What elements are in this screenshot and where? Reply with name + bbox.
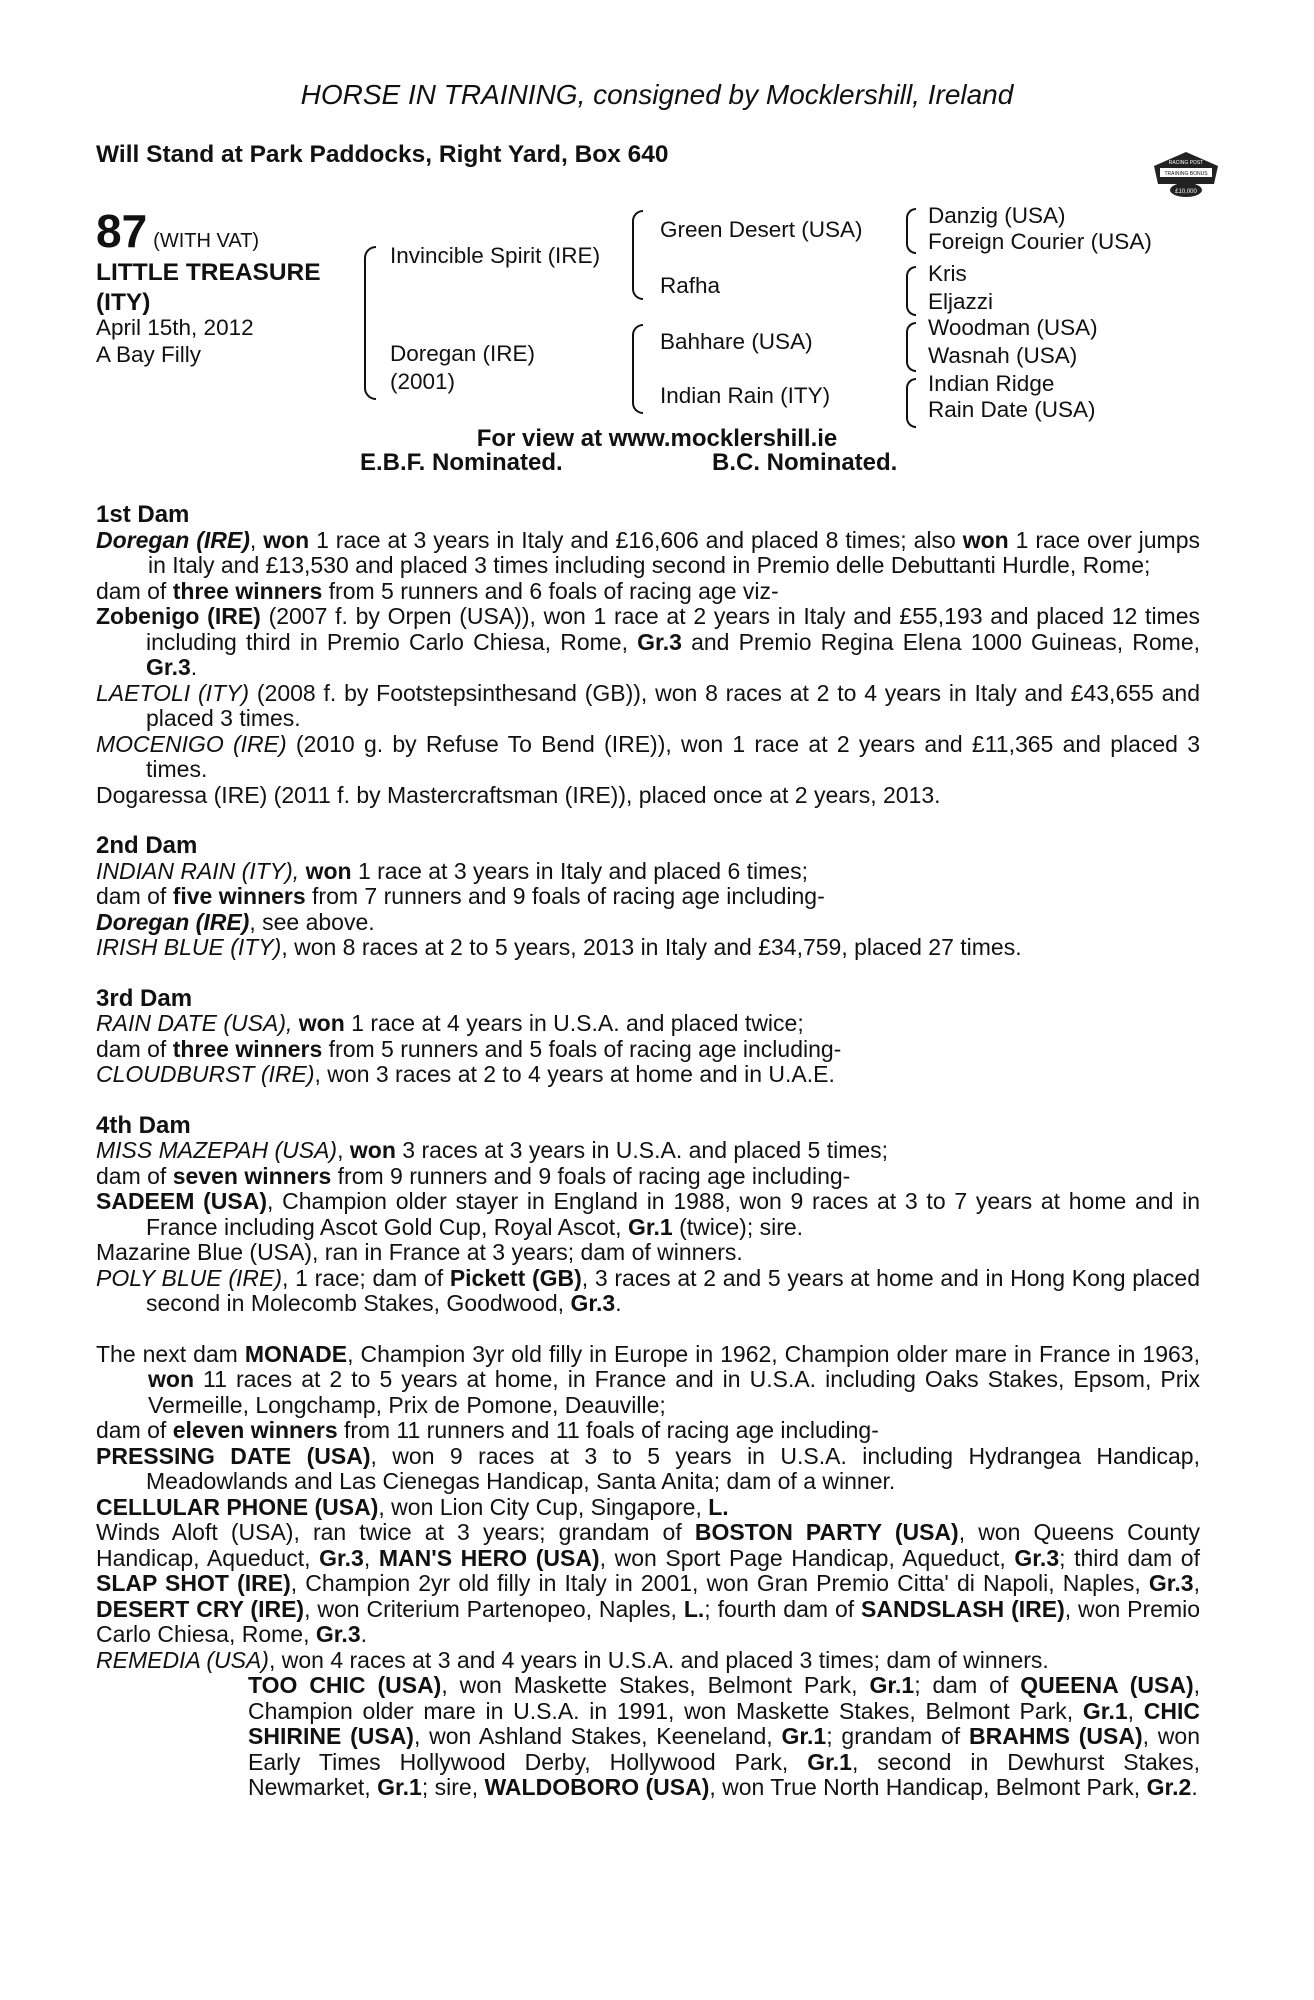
page-header: HORSE IN TRAINING, consigned by Mocklershill, Ireland (300, 79, 1014, 110)
text: . (1191, 1774, 1198, 1800)
offspring-entry (96, 1062, 1200, 1088)
pedigree-sds: Kris (928, 261, 967, 286)
text: , won True North Handicap, Belmont Park, (709, 1774, 1147, 1800)
text: , won Queens County Handicap, Aqueduct, (96, 1519, 1201, 1571)
pedigree-dsd: Wasnah (USA) (928, 343, 1078, 368)
dam-name: MISS MAZEPAH (USA) (96, 1137, 338, 1163)
text: dam of (96, 1162, 173, 1189)
offspring-name: MOCENIGO (IRE) (96, 730, 287, 757)
text: ; grandam of (826, 1723, 969, 1749)
lot-number: 87 (96, 205, 148, 257)
training-bonus-badge (1148, 144, 1224, 210)
grade: Gr.3 (315, 1621, 361, 1647)
fourth-dam-produce-summary (96, 1164, 1200, 1190)
won: won (349, 1137, 396, 1163)
text: , (337, 1137, 350, 1163)
pedigree-sd: Rafha (660, 273, 721, 298)
third-dam-produce-summary (96, 1037, 1200, 1063)
text: , (363, 1544, 379, 1571)
third-dam-record (96, 1011, 1200, 1037)
text: from 11 runners and 11 foals of racing age including- (337, 1417, 879, 1443)
text: , won Early Times Hollywood Derby, Hollywood Park, (248, 1723, 1200, 1775)
winners-count: eleven winners (172, 1417, 338, 1443)
text: , won 9 races at 3 to 5 years in U.S.A. including Hydrangea Handicap, Meadowlands and Las Cienegas Handicap, Santa Anita; dam of a winner. (146, 1442, 1200, 1494)
offspring-name: SADEEM (USA) (96, 1188, 268, 1214)
horse-name-line2: (ITY) (96, 289, 151, 316)
pedigree-brace-dam (632, 324, 643, 414)
second-dam-produce-summary (96, 884, 1200, 910)
offspring-entry (96, 1520, 1200, 1648)
fourth-dam-record (96, 1138, 1200, 1164)
offspring-entry (96, 935, 1200, 961)
pedigree-brace-1 (906, 208, 916, 254)
text: , won Premio Carlo Chiesa, Rome, (96, 1595, 1201, 1647)
horse-name-line1: LITTLE TREASURE (96, 259, 321, 286)
grade: Gr.1 (377, 1774, 422, 1800)
ebf-nominated: E.B.F. Nominated. (360, 449, 563, 476)
pedigree-dd: Indian Rain (ITY) (660, 383, 831, 408)
text: . (615, 1290, 622, 1316)
won: won (148, 1366, 194, 1392)
won: won (263, 526, 310, 553)
offspring-entry (96, 681, 1200, 732)
pedigree-sire: Invincible Spirit (IRE) (390, 243, 601, 268)
listed: L. (708, 1493, 729, 1520)
first-dam-record: Doregan (IRE), won 1 race at 3 years in Italy and £16,606 and placed 8 times; also won 1 race over jumps in Italy and £13,530 and placed 3 times including second in Premio delle Debuttanti Hurdle, Rome; (96, 526, 1200, 578)
grade: Gr.1 (627, 1213, 673, 1240)
pedigree-dam: Doregan (IRE) (390, 341, 536, 366)
lot-vat: (WITH VAT) (153, 230, 260, 252)
grade: Gr.3 (319, 1544, 364, 1571)
dam-name: RAIN DATE (USA), (96, 1010, 293, 1036)
text: , 3 races at 2 and 5 years at home and in Hong Kong placed second in Molecomb Stakes, Goodwood, (146, 1264, 1201, 1316)
text: , won Sport Page Handicap, Aqueduct, (599, 1544, 1015, 1571)
fourth-dam-heading: 4th Dam (96, 1111, 191, 1139)
offspring-name: SLAP SHOT (IRE) (96, 1570, 291, 1596)
won: won (962, 526, 1009, 553)
grade: Gr.1 (807, 1748, 852, 1775)
text: ; third dam of (1059, 1544, 1200, 1571)
offspring-entry (96, 910, 1200, 936)
text: from 5 runners and 5 foals of racing age including- (322, 1035, 842, 1062)
offspring-name: Doregan (IRE) (96, 908, 250, 935)
text: , won Criterium Partenopeo, Naples, (304, 1595, 684, 1622)
text: , Champion older stayer in England in 1988, won 9 races at 3 to 7 years at home and in France including Ascot Gold Cup, Royal Ascot, (146, 1188, 1201, 1240)
horse-badge-icon (1148, 144, 1224, 204)
text: Winds Aloft (USA), ran twice at 3 years; grandam of (96, 1519, 695, 1545)
text: 1 race at 3 years in Italy and £16,606 and placed 8 times; also (309, 526, 963, 553)
bc-nominated: B.C. Nominated. (712, 449, 898, 476)
winners-count: five winners (172, 883, 306, 909)
badge-mid-text: TRAINING BONUS (1164, 171, 1208, 177)
pedigree-dam-year: (2001) (390, 369, 456, 394)
text: . (360, 1621, 368, 1647)
second-dam-record (96, 859, 1200, 885)
pedigree-ss: Green Desert (USA) (660, 217, 863, 242)
pedigree-brace-main (364, 246, 376, 400)
offspring-entry (96, 604, 1200, 681)
view-link[interactable]: For view at www.mocklershill.ie (476, 425, 838, 452)
offspring-name: CELLULAR PHONE (USA) (96, 1493, 379, 1520)
badge-amount-text: £10,000 (1175, 189, 1197, 195)
grade: Gr.3 (637, 628, 682, 655)
pedigree-brace-2 (906, 266, 916, 316)
offspring-entry (96, 732, 1200, 783)
horse-desc: A Bay Filly (96, 342, 202, 367)
offspring-name: TOO CHIC (USA) (248, 1672, 442, 1698)
pedigree-ds: Bahhare (USA) (660, 329, 813, 354)
text: , won 4 races at 3 and 4 years in U.S.A. and placed 3 times; dam of winners. (268, 1646, 1049, 1673)
grade: Gr.2 (1146, 1774, 1192, 1800)
text: 11 races at 2 to 5 years at home, in France and in U.S.A. including Oaks Stakes, Epsom, Prix Vermeille, Longchamp, Prix de Pomone, Deauville; (148, 1366, 1200, 1418)
catalogue-body (96, 502, 1200, 1801)
listed: L. (683, 1595, 705, 1622)
offspring-entry: Mazarine Blue (USA), ran in France at 3 years; dam of winners. (96, 1239, 743, 1265)
pedigree-dss: Woodman (USA) (928, 315, 1098, 340)
won: won (298, 1010, 345, 1036)
horse-name (96, 258, 321, 318)
text: 1 race at 4 years in U.S.A. and placed twice; (344, 1010, 804, 1036)
horse-dob: April 15th, 2012 (96, 315, 254, 340)
text: (2007 f. by Orpen (USA)), won 1 race at 2 years in Italy and £55,193 and placed 12 times including third in Premio Carlo Chiesa, Rome, (146, 603, 1201, 655)
offspring-name: LAETOLI (ITY) (96, 679, 250, 706)
text: dam of (96, 1035, 173, 1062)
dam-name: MONADE (244, 1340, 348, 1367)
pedigree-ddd: Rain Date (USA) (928, 397, 1096, 422)
lot-heading (96, 206, 259, 257)
text: , (1193, 1570, 1200, 1596)
text: dam of (96, 577, 173, 604)
text: dam of (96, 883, 173, 909)
offspring-name: IRISH BLUE (ITY) (96, 934, 282, 960)
grade: Gr.3 (570, 1290, 616, 1316)
offspring-entry (96, 1444, 1200, 1495)
pedigree-dds: Indian Ridge (928, 371, 1055, 396)
text: , Champion older mare in U.S.A. in 1991, won Maskette Stakes, Belmont Park, (248, 1672, 1201, 1724)
offspring-name: WALDOBORO (USA) (484, 1774, 710, 1800)
grand-offspring-entry (96, 1266, 1200, 1317)
pedigree-sss: Danzig (USA) (928, 203, 1066, 228)
pedigree-brace-3 (906, 322, 916, 372)
offspring-name: MAN'S HERO (USA) (378, 1544, 600, 1571)
text: 3 races at 3 years in U.S.A. and placed 5 times; (395, 1137, 889, 1163)
text: , Champion 2yr old filly in Italy in 2001, won Gran Premio Citta' di Napoli, Naples, (290, 1570, 1149, 1596)
text: dam of (96, 1417, 173, 1443)
text: 1 race at 3 years in Italy and placed 6 times; (351, 857, 808, 884)
text: , 1 race; dam of (282, 1264, 450, 1291)
stand-location: Will Stand at Park Paddocks, Right Yard, Box 640 (96, 141, 669, 168)
text: The next dam (96, 1340, 245, 1367)
third-dam-heading: 3rd Dam (96, 984, 193, 1012)
first-dam-heading: 1st Dam (96, 501, 190, 528)
grade: Gr.1 (1082, 1697, 1128, 1724)
horse-details (96, 314, 254, 368)
dam-name: Doregan (IRE) (96, 526, 250, 553)
offspring-entry (248, 1673, 1200, 1801)
text: (twice); sire. (672, 1213, 804, 1240)
text: and Premio Regina Elena 1000 Guineas, Rome, (681, 628, 1201, 655)
text: , Champion 3yr old filly in Europe in 1962, Champion older mare in France in 1963, (347, 1340, 1200, 1367)
text: . (190, 654, 198, 680)
grade: Gr.3 (146, 654, 191, 680)
text: ; dam of (914, 1672, 1021, 1698)
text: from 5 runners and 6 foals of racing age viz- (322, 577, 779, 604)
winners-count: seven winners (172, 1162, 332, 1189)
text: , see above. (249, 908, 375, 935)
offspring-name: QUEENA (USA) (1020, 1672, 1194, 1698)
text: from 7 runners and 9 foals of racing age including- (305, 883, 825, 909)
text: , won Maskette Stakes, Belmont Park, (441, 1672, 870, 1698)
pedigree-ssd: Foreign Courier (USA) (928, 229, 1152, 254)
grade: Gr.3 (1014, 1544, 1060, 1571)
won: won (305, 857, 352, 884)
text: ; fourth dam of (704, 1595, 862, 1622)
offspring-name: REMEDIA (USA) (96, 1646, 269, 1673)
text: 1 race over jumps in Italy and £13,530 and placed 3 times including second in Premio delle Debuttanti Hurdle, Rome; (148, 526, 1200, 578)
offspring-entry (96, 1495, 1200, 1521)
offspring-entry: Dogaressa (IRE) (2011 f. by Mastercraftsman (IRE)), placed once at 2 years, 2013. (96, 781, 941, 808)
grade: Gr.1 (781, 1723, 827, 1749)
text: , won 8 races at 2 to 5 years, 2013 in Italy and £34,759, placed 27 times. (281, 934, 1022, 960)
winners-count: three winners (172, 577, 323, 604)
winners-count: three winners (172, 1035, 323, 1062)
offspring-name: PRESSING DATE (USA) (96, 1442, 371, 1469)
pedigree-sdd: Eljazzi (928, 289, 994, 314)
text: from 9 runners and 9 foals of racing age including- (331, 1162, 851, 1189)
second-dam-heading: 2nd Dam (96, 832, 198, 859)
offspring-name: CHIC SHIRINE (USA) (248, 1697, 1200, 1749)
offspring-entry (96, 1189, 1200, 1240)
pedigree-brace-4 (906, 378, 916, 428)
offspring-name: POLY BLUE (IRE) (96, 1264, 283, 1291)
text: , second in Dewhurst Stakes, Newmarket, (248, 1748, 1200, 1800)
offspring-name: BRAHMS (USA) (968, 1723, 1143, 1749)
grade: Gr.3 (1148, 1570, 1194, 1596)
next-dam-record (96, 1342, 1200, 1419)
badge-top-text: RACING POST (1168, 160, 1204, 166)
text: ; sire, (421, 1774, 485, 1800)
grade: Gr.1 (869, 1672, 915, 1698)
text: (2008 f. by Footstepsinthesand (GB)), won 8 races at 2 to 4 years in Italy and £43,655 and placed 3 times. (146, 679, 1200, 731)
text: , won Lion City Cup, Singapore, (378, 1493, 709, 1520)
first-dam-produce-summary (96, 579, 1200, 605)
offspring-name: SANDSLASH (IRE) (861, 1595, 1065, 1622)
text: (2010 g. by Refuse To Bend (IRE)), won 1 race at 2 years and £11,365 and placed 3 times. (146, 730, 1200, 782)
offspring-entry (96, 1648, 1200, 1674)
text: , won 3 races at 2 to 4 years at home and in U.A.E. (314, 1061, 835, 1087)
text: , (1127, 1697, 1144, 1724)
offspring-name: DESERT CRY (IRE) (96, 1595, 305, 1622)
text: , won Ashland Stakes, Keeneland, (413, 1723, 782, 1749)
dam-name: INDIAN RAIN (ITY), (96, 857, 300, 884)
next-dam-produce-summary (96, 1418, 1200, 1444)
offspring-name: Pickett (GB) (449, 1264, 582, 1291)
offspring-name: Zobenigo (IRE) (96, 603, 261, 629)
pedigree-brace-sire (632, 210, 643, 300)
offspring-name: CLOUDBURST (IRE) (96, 1061, 315, 1087)
offspring-name: BOSTON PARTY (USA) (694, 1519, 959, 1545)
